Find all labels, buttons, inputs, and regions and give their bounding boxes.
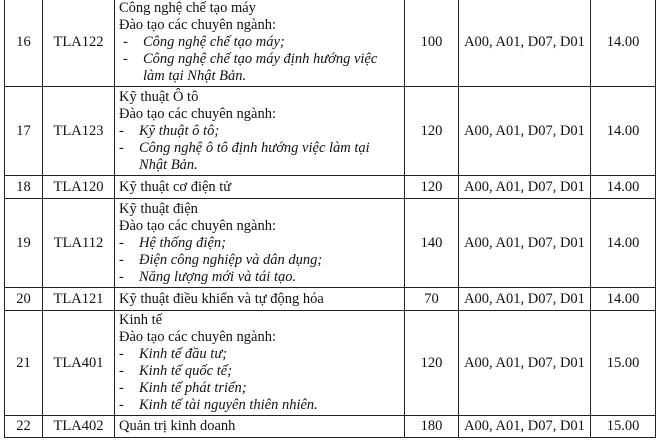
major-cell [115,311,405,416]
subject-combinations: A00, A01, D07, D01 [459,416,591,438]
major-cell [115,199,405,288]
specialization-item: - Kỹ thuật ô tô; [119,122,220,139]
quota: 100 [405,0,459,87]
specialization-list [119,123,400,174]
row-number: 20 [5,288,43,311]
specialization-item: - Kinh tế đầu tư; [119,346,228,362]
major-name: Công nghệ chế tạo máy [119,0,256,16]
specialization-item: - Hệ thống điện; [119,234,226,251]
subject-combinations: A00, A01, D07, D01 [459,87,591,176]
quota: 120 [405,311,459,416]
row-number: 18 [5,176,43,199]
major-code: TLA122 [43,0,115,87]
major-code: TLA402 [43,416,115,438]
row-number: 21 [5,311,43,416]
specialization-item: - Kinh tế phát triển; [119,380,247,396]
subject-combinations: A00, A01, D07, D01 [459,311,591,416]
subject-combinations: A00, A01, D07, D01 [459,0,591,87]
subject-combinations: A00, A01, D07, D01 [459,199,591,288]
table-row [5,311,656,416]
quota: 180 [405,416,459,438]
quota: 120 [405,176,459,199]
table-row [5,199,656,288]
benchmark-score: 14.00 [591,176,656,199]
specializations-intro: Đào tạo các chuyên ngành: [119,329,277,345]
benchmark-score: 14.00 [591,199,656,288]
major-code: TLA401 [43,311,115,416]
benchmark-score: 14.00 [591,0,656,87]
subject-combinations: A00, A01, D07, D01 [459,176,591,199]
specialization-item: - Kinh tế quốc tế; [119,363,233,379]
table-row [5,176,656,199]
specialization-item: - Công nghệ ô tô định hướng việc làm tại Nhật Bản. [119,139,370,173]
subject-combinations: A00, A01, D07, D01 [459,288,591,311]
specialization-item: - Năng lượng mới và tái tạo. [119,268,297,285]
benchmark-score: 15.00 [591,416,656,438]
major-code: TLA112 [43,199,115,288]
major-name: Quản trị kinh doanh [115,416,405,438]
major-code: TLA121 [43,288,115,311]
major-name: Kinh tế [119,312,163,328]
specializations-intro: Đào tạo các chuyên ngành: [119,217,277,234]
specialization-list [119,34,400,85]
benchmark-score: 14.00 [591,288,656,311]
table-row [5,87,656,176]
specialization-item: - Công nghệ chế tạo máy định hướng việc làm tại Nhật Bản. [123,50,378,84]
quota: 70 [405,288,459,311]
major-cell [115,87,405,176]
row-number: 22 [5,416,43,438]
quota: 120 [405,87,459,176]
table-row [5,416,656,438]
specialization-list [119,346,400,414]
quota: 140 [405,199,459,288]
major-name: Kỹ thuật điều khiển và tự động hóa [115,288,405,311]
benchmark-score: 14.00 [591,87,656,176]
specializations-intro: Đào tạo các chuyên ngành: [119,105,277,122]
benchmark-score: 15.00 [591,311,656,416]
table-row [5,288,656,311]
row-number: 17 [5,87,43,176]
major-name: Kỹ thuật Ô tô [119,88,199,105]
table-row [5,0,656,87]
admissions-table [4,0,656,438]
major-code: TLA123 [43,87,115,176]
row-number: 19 [5,199,43,288]
major-name: Kỹ thuật điện [119,200,198,217]
major-name: Kỹ thuật cơ điện tử [115,176,405,199]
major-code: TLA120 [43,176,115,199]
specialization-item: - Điện công nghiệp và dân dụng; [119,251,323,268]
major-cell [115,0,405,87]
row-number: 16 [5,0,43,87]
specializations-intro: Đào tạo các chuyên ngành: [119,16,277,33]
specialization-list [119,235,400,286]
specialization-item: - Công nghệ chế tạo máy; [123,33,285,50]
specialization-item: - Kinh tế tài nguyên thiên nhiên. [119,397,318,413]
